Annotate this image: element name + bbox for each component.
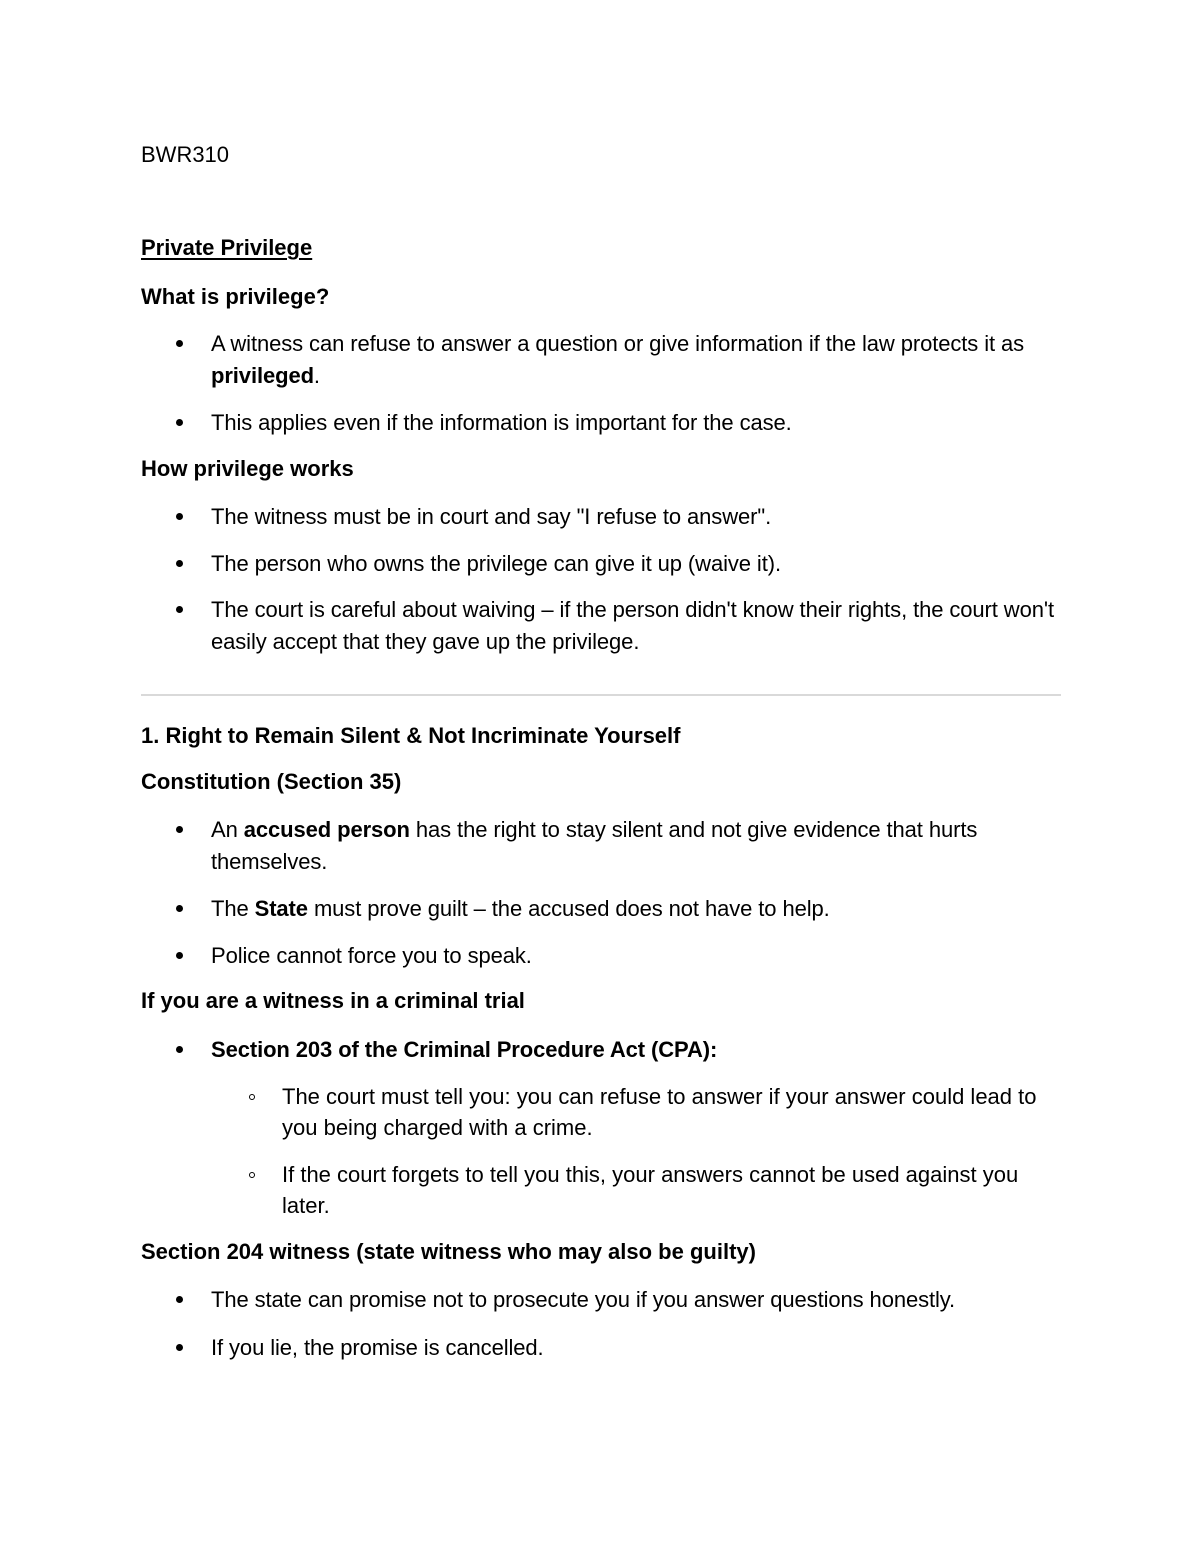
bullet-icon <box>176 952 183 959</box>
constitution-section <box>141 768 1061 796</box>
right-to-silence-section <box>141 722 1061 750</box>
list-item-text: The witness must be in court and say "I refuse to answer". <box>211 504 772 529</box>
list-item-text: The <box>211 896 255 921</box>
list-item <box>141 1332 1061 1364</box>
list-item <box>141 814 1061 877</box>
list-item <box>141 940 1061 972</box>
bullet-icon <box>176 340 183 347</box>
list-item-text: has the right to stay silent and not give evidence that hurts themselves. <box>211 817 978 874</box>
list-item-text: The person who owns the privilege can give it up (waive it). <box>211 550 781 576</box>
sub-list-item-text: The court must tell you: you can refuse to answer if your answer could lead to you being charged with a crime. <box>282 1083 1037 1140</box>
emphasis-text: accused person <box>243 817 410 842</box>
bullet-icon <box>176 905 183 912</box>
section-heading: 1. Right to Remain Silent & Not Incriminate Yourself <box>141 723 681 748</box>
list-item <box>141 594 1061 657</box>
what-is-privilege-section <box>141 283 1061 311</box>
private-privilege-section <box>141 234 1061 262</box>
subheading: Constitution (Section 35) <box>141 769 402 794</box>
sub-bullet-icon <box>249 1094 255 1100</box>
list-item <box>141 1034 1061 1066</box>
emphasis-text: privileged <box>211 362 314 388</box>
list-item-text: A witness can refuse to answer a question or give information if the law protects it as <box>211 331 1025 356</box>
list-item-text: Police cannot force you to speak. <box>211 942 532 968</box>
list-item-text: The court is careful about waiving – if the person didn't know their rights, the court won't easily accept that they gave up the privilege. <box>211 597 1054 654</box>
list-item <box>141 1284 1061 1316</box>
section-title: Private Privilege <box>141 235 313 260</box>
witness-criminal-section <box>141 987 1061 1015</box>
document-page <box>141 0 1061 1553</box>
list-item-text: must prove guilt – the accused does not have to help. <box>307 896 830 921</box>
bullet-icon <box>176 513 183 520</box>
bullet-icon <box>176 1046 183 1053</box>
bullet-icon <box>176 1344 183 1351</box>
bullet-icon <box>176 560 183 567</box>
bullet-icon <box>176 1296 183 1303</box>
list-item-text: . <box>313 362 320 388</box>
section-204-section <box>141 1238 1061 1266</box>
list-item-text: An <box>211 817 244 842</box>
emphasis-text: State <box>254 896 308 921</box>
subheading: What is privilege? <box>141 284 330 309</box>
how-privilege-works-list <box>141 501 1061 657</box>
list-item <box>141 501 1061 533</box>
how-privilege-works-section <box>141 455 1061 483</box>
subheading: If you are a witness in a criminal trial <box>141 988 525 1013</box>
subheading: Section 204 witness (state witness who may also be guilty) <box>141 1239 756 1264</box>
section-204-list <box>141 1284 1061 1363</box>
list-item <box>141 407 1061 439</box>
horizontal-divider <box>141 694 1061 696</box>
list-item-text: This applies even if the information is important for the case. <box>211 410 792 435</box>
bullet-icon <box>176 606 183 613</box>
list-item <box>141 328 1061 391</box>
list-item-text: If you lie, the promise is cancelled. <box>211 1334 544 1360</box>
course-code: BWR310 <box>141 142 230 167</box>
sub-list-item <box>141 1081 1061 1144</box>
constitution-list <box>141 814 1061 971</box>
list-item <box>141 548 1061 580</box>
sub-list-item <box>141 1159 1061 1222</box>
subheading: How privilege works <box>141 456 354 481</box>
list-item <box>141 893 1061 925</box>
what-is-privilege-list <box>141 328 1061 439</box>
bullet-icon <box>176 826 183 833</box>
list-item-text: The state can promise not to prosecute you if you answer questions honestly. <box>211 1287 956 1312</box>
sub-list-item-text: If the court forgets to tell you this, your answers cannot be used against you later. <box>282 1161 1019 1218</box>
sub-bullet-icon <box>249 1172 255 1178</box>
list-item-text: Section 203 of the Criminal Procedure Act (CPA): <box>211 1037 718 1062</box>
bullet-icon <box>176 419 183 426</box>
witness-criminal-list <box>141 1034 1061 1222</box>
